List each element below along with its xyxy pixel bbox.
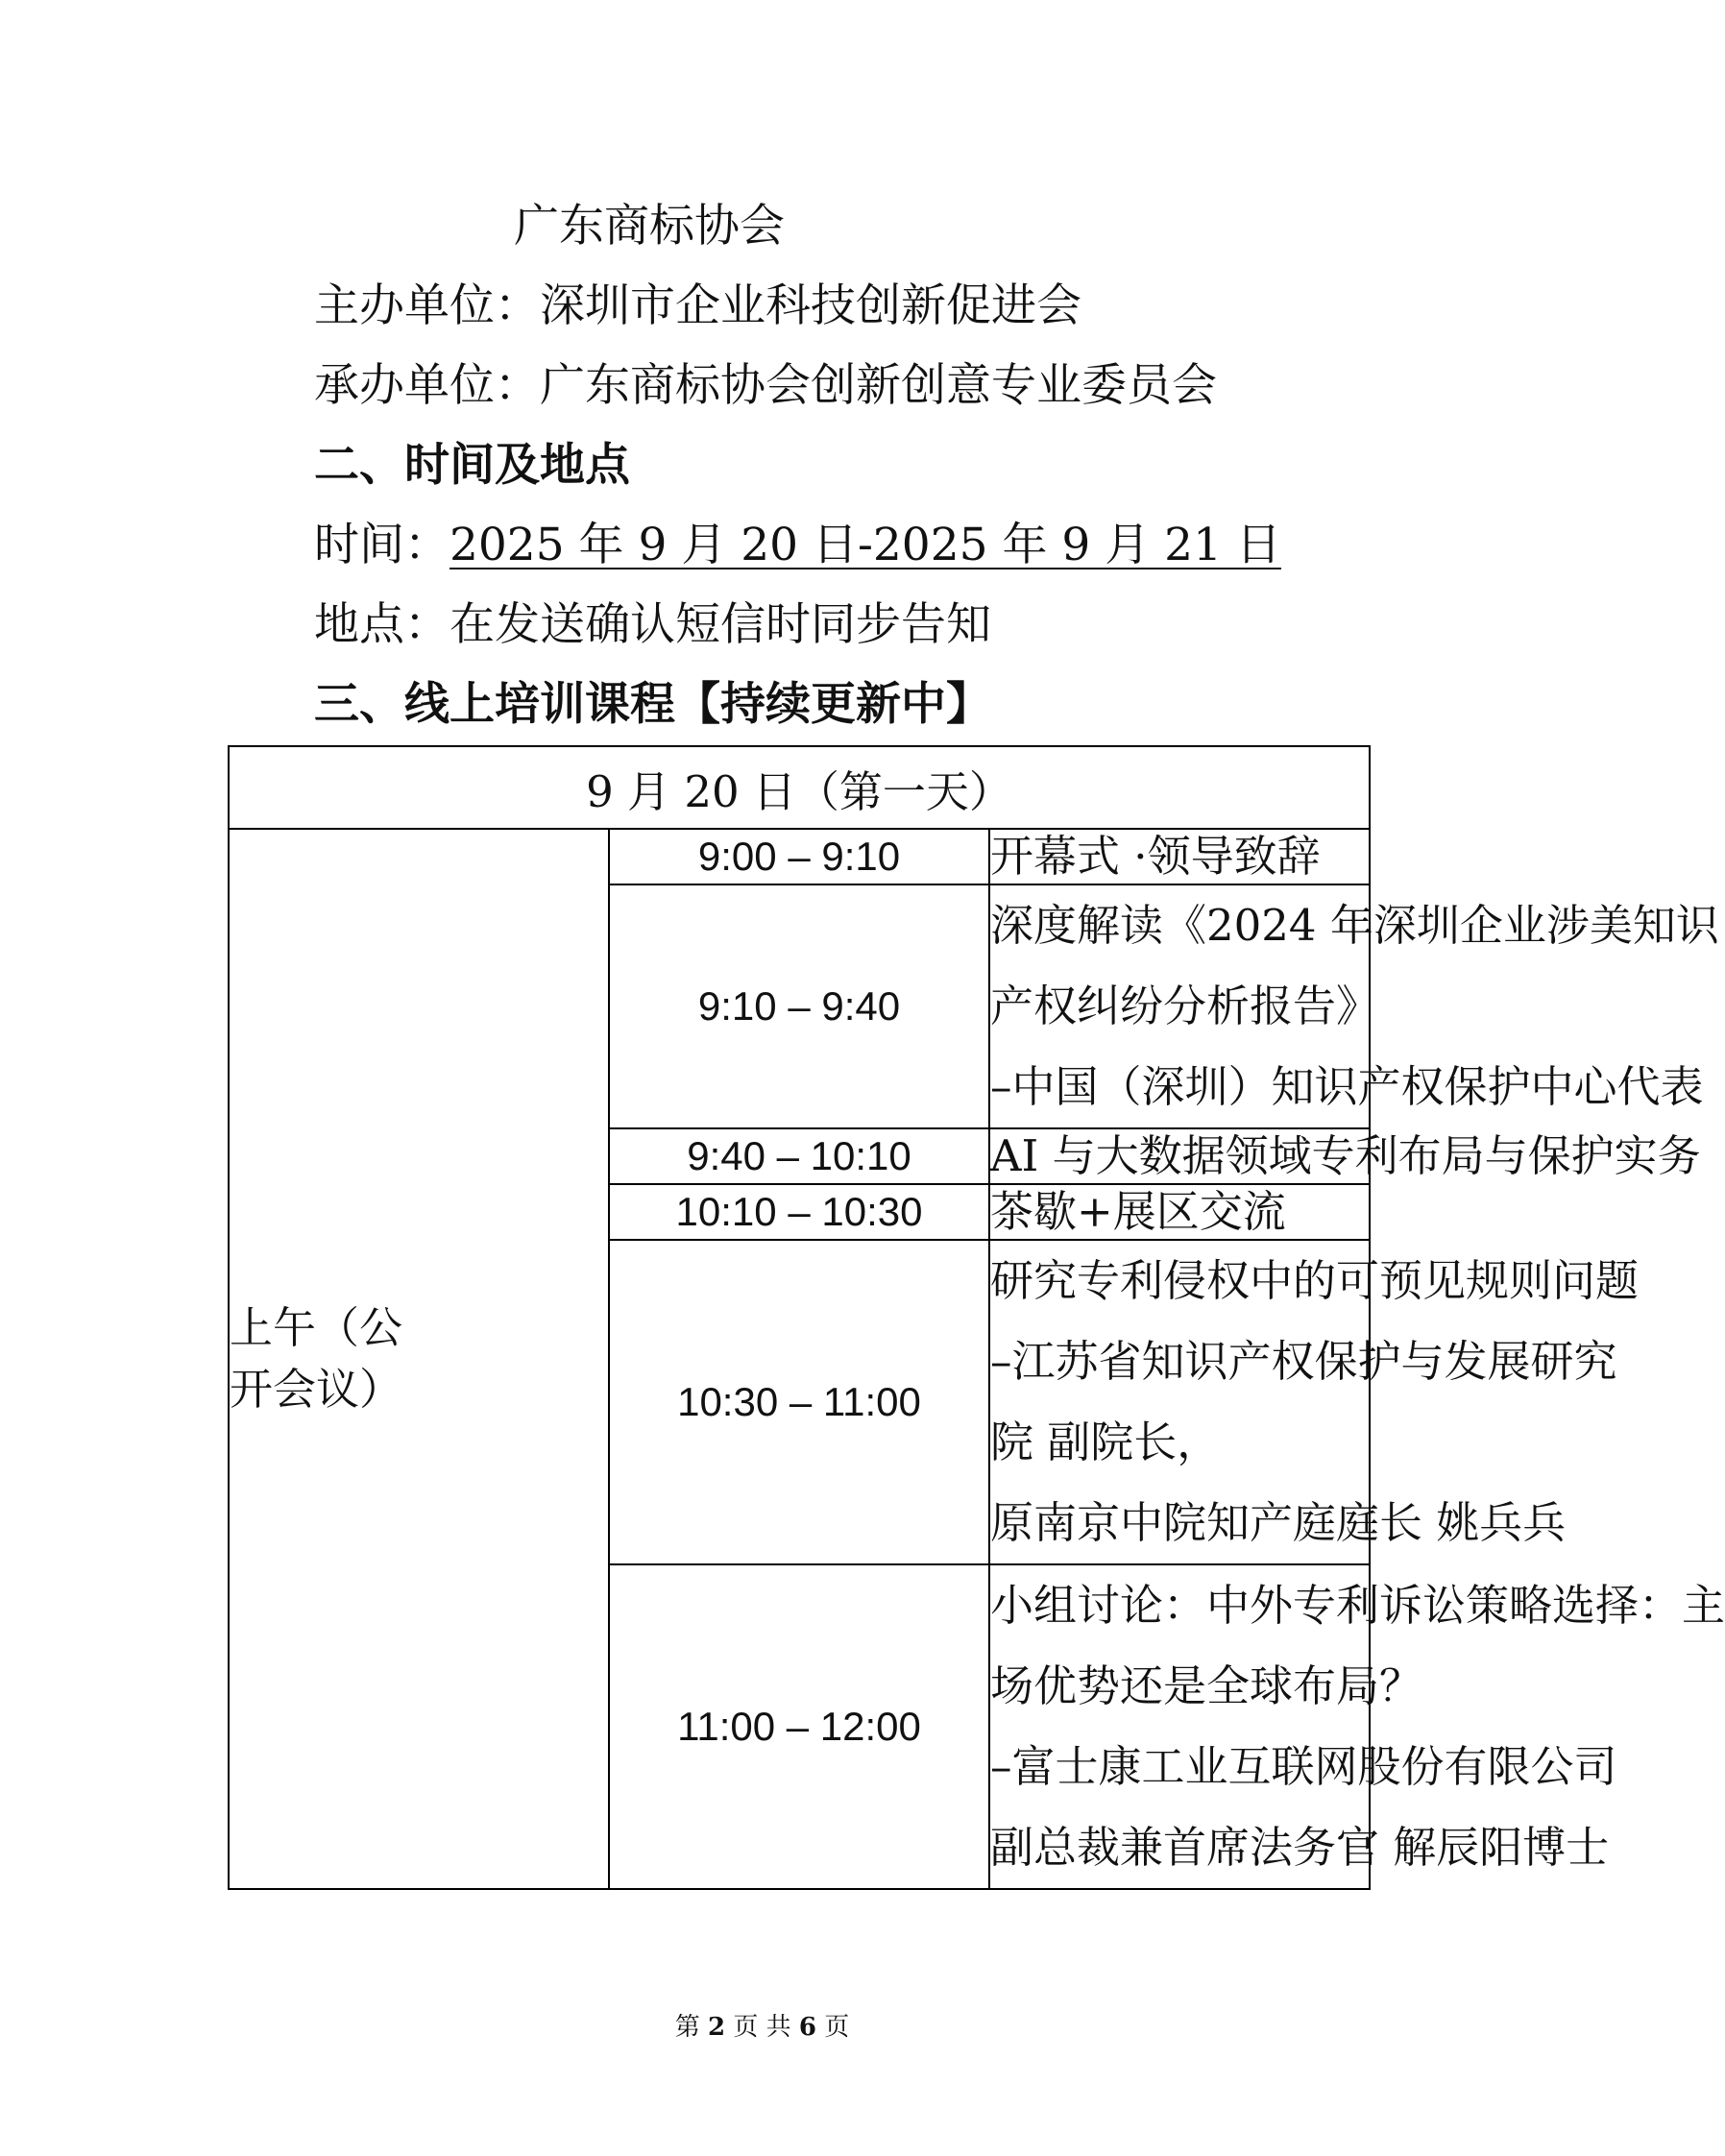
organizer-continuation: 广东商标协会 <box>514 200 785 253</box>
topic-cell <box>989 1240 1640 1564</box>
topic-cell <box>989 829 1370 884</box>
period-label-line: 上午（公 <box>230 1302 403 1353</box>
topic-line: –江苏省知识产权保护与发展研究 <box>990 1336 1617 1387</box>
day-header: 9 月 20 日（第一天） <box>229 746 1370 829</box>
topic-line: AI 与大数据领域专利布局与保护实务 <box>990 1130 1701 1181</box>
footer-middle: 页 共 <box>733 2013 791 2042</box>
time-label: 时间： <box>314 519 449 571</box>
time-cell: 10:10 – 10:30 <box>609 1184 989 1240</box>
topic-line: 院 副院长， <box>990 1417 1221 1467</box>
footer-suffix: 页 <box>824 2013 850 2042</box>
topic-line: 产权纠纷分析报告》 <box>990 981 1380 1031</box>
section-heading-courses: 三、线上培训课程【持续更新中】 <box>314 678 991 731</box>
topic-cell <box>989 884 1719 1128</box>
footer-prefix: 第 <box>674 2013 700 2042</box>
topic-line: 原南京中院知产庭庭长 姚兵兵 <box>990 1497 1567 1548</box>
time-cell: 9:40 – 10:10 <box>609 1128 989 1184</box>
page-number: 2 <box>708 2013 726 2042</box>
time-value: 2025 年 9 月 20 日-2025 年 9 月 21 日 <box>449 519 1281 571</box>
section-heading-time-location: 二、时间及地点 <box>314 439 630 492</box>
topic-line: 深度解读《2024 年深圳企业涉美知识 <box>990 900 1719 951</box>
topic-cell <box>989 1128 1701 1184</box>
topic-line: 开幕式 ·领导致辞 <box>990 831 1321 882</box>
topic-cell <box>989 1564 1725 1889</box>
page-footer <box>0 2007 1524 2043</box>
time-cell: 10:30 – 11:00 <box>609 1240 989 1564</box>
topic-line: 场优势还是全球布局？ <box>990 1660 1423 1711</box>
time-cell: 9:00 – 9:10 <box>609 829 989 884</box>
topic-line: 副总裁兼首席法务官 解辰阳博士 <box>990 1822 1610 1873</box>
sponsor-line: 主办单位：深圳市企业科技创新促进会 <box>314 279 1081 332</box>
topic-cell <box>989 1184 1370 1240</box>
day-header-row <box>229 746 1370 829</box>
time-line <box>314 519 1281 571</box>
time-cell: 9:10 – 9:40 <box>609 884 989 1128</box>
schedule-row <box>229 829 1370 884</box>
period-label-line: 开会议） <box>230 1364 403 1415</box>
schedule-table <box>228 745 1725 1890</box>
page-total: 6 <box>798 2013 816 2042</box>
topic-line: –中国（深圳）知识产权保护中心代表 <box>990 1061 1704 1112</box>
time-cell: 11:00 – 12:00 <box>609 1564 989 1889</box>
topic-line: –富士康工业互联网股份有限公司 <box>990 1741 1617 1792</box>
location-line: 地点：在发送确认短信时同步告知 <box>314 598 991 651</box>
topic-line: 茶歇+展区交流 <box>990 1186 1286 1237</box>
topic-line: 小组讨论：中外专利诉讼策略选择：主 <box>990 1580 1725 1631</box>
organizer-line: 承办单位：广东商标协会创新创意专业委员会 <box>314 359 1217 412</box>
period-cell <box>229 829 609 1889</box>
topic-line: 研究专利侵权中的可预见规则问题 <box>990 1255 1640 1306</box>
